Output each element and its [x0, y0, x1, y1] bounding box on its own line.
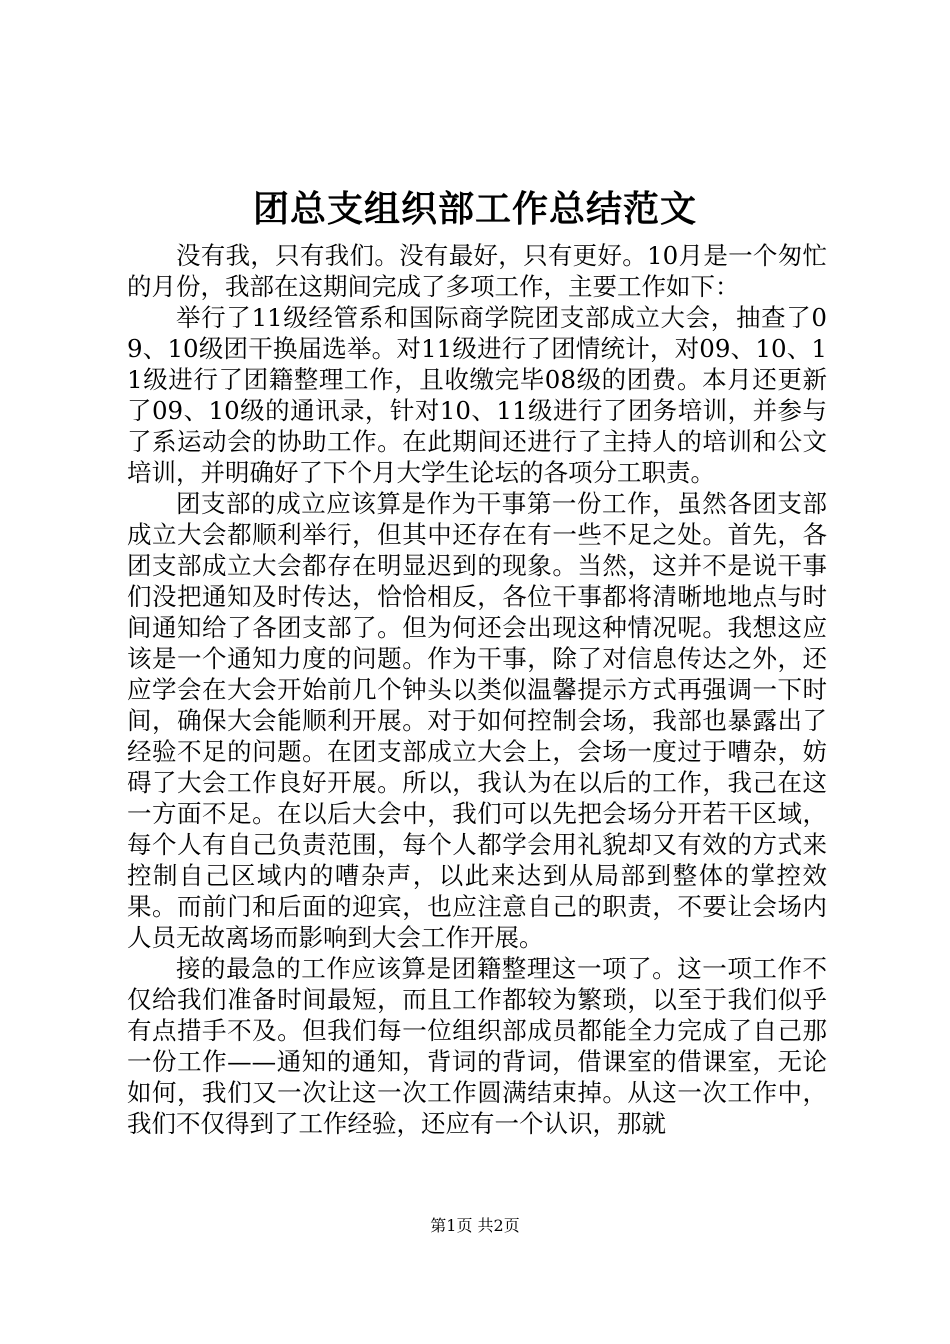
page-footer: 第1页 共2页 — [430, 1216, 520, 1235]
paragraph-membership-records: 接的最急的工作应该算是团籍整理这一项了。这一项工作不仅给我们准备时间最短，而且工作都较为繁琐，以至于我们似乎有点措手不及。但我们每一位组织部成员都能全力完成了自己那一份工作——通知的通知，背词的背词，借课室的借课室，无论如何，我们又一次让这一次工作圆满结束掉。从这一次工作中，我们不仅得到了工作经验，还应有一个认识，那就 — [127, 954, 827, 1138]
document-body — [127, 240, 827, 1139]
paragraph-intro: 没有我，只有我们。没有最好，只有更好。10月是一个匆忙的月份，我部在这期间完成了多项工作，主要工作如下： — [127, 241, 827, 301]
paragraph-branch-founding: 团支部的成立应该算是作为干事第一份工作，虽然各团支部成立大会都顺利举行，但其中还存在有一些不足之处。首先，各团支部成立大会都存在明显迟到的现象。当然，这并不是说干事们没把通知及时传达，恰恰相反，各位干事都将清晰地地点与时间通知给了各团支部了。但为何还会出现这种情况呢。我想这应该是一个通知力度的问题。作为干事，除了对信息传达之外，还应学会在大会开始前几个钟头以类似温馨提示方式再强调一下时间，确保大会能顺利开展。对于如何控制会场，我部也暴露出了经验不足的问题。在团支部成立大会上，会场一度过于嘈杂，妨碍了大会工作良好开展。所以，我认为在以后的工作，我己在这一方面不足。在以后大会中，我们可以先把会场分开若干区域，每个人有自己负责范围，每个人都学会用礼貌却又有效的方式来控制自己区域内的嘈杂声，以此来达到从局部到整体的掌控效果。而前门和后面的迎宾，也应注意自己的职责，不要让会场内人员无故离场而影响到大会工作开展。 — [127, 489, 827, 952]
document-title: 团总支组织部工作总结范文 — [252, 188, 697, 230]
paragraph-work-list: 举行了11级经管系和国际商学院团支部成立大会，抽查了09、10级团干换届选举。对11级进行了团情统计，对09、10、11级进行了团籍整理工作，且收缴完毕08级的团费。本月还更新了09、10级的通讯录，针对10、11级进行了团务培训，并参与了系运动会的协助工作。在此期间还进行了主持人的培训和公文培训，并明确好了下个月大学生论坛的各项分工职责。 — [127, 303, 827, 487]
